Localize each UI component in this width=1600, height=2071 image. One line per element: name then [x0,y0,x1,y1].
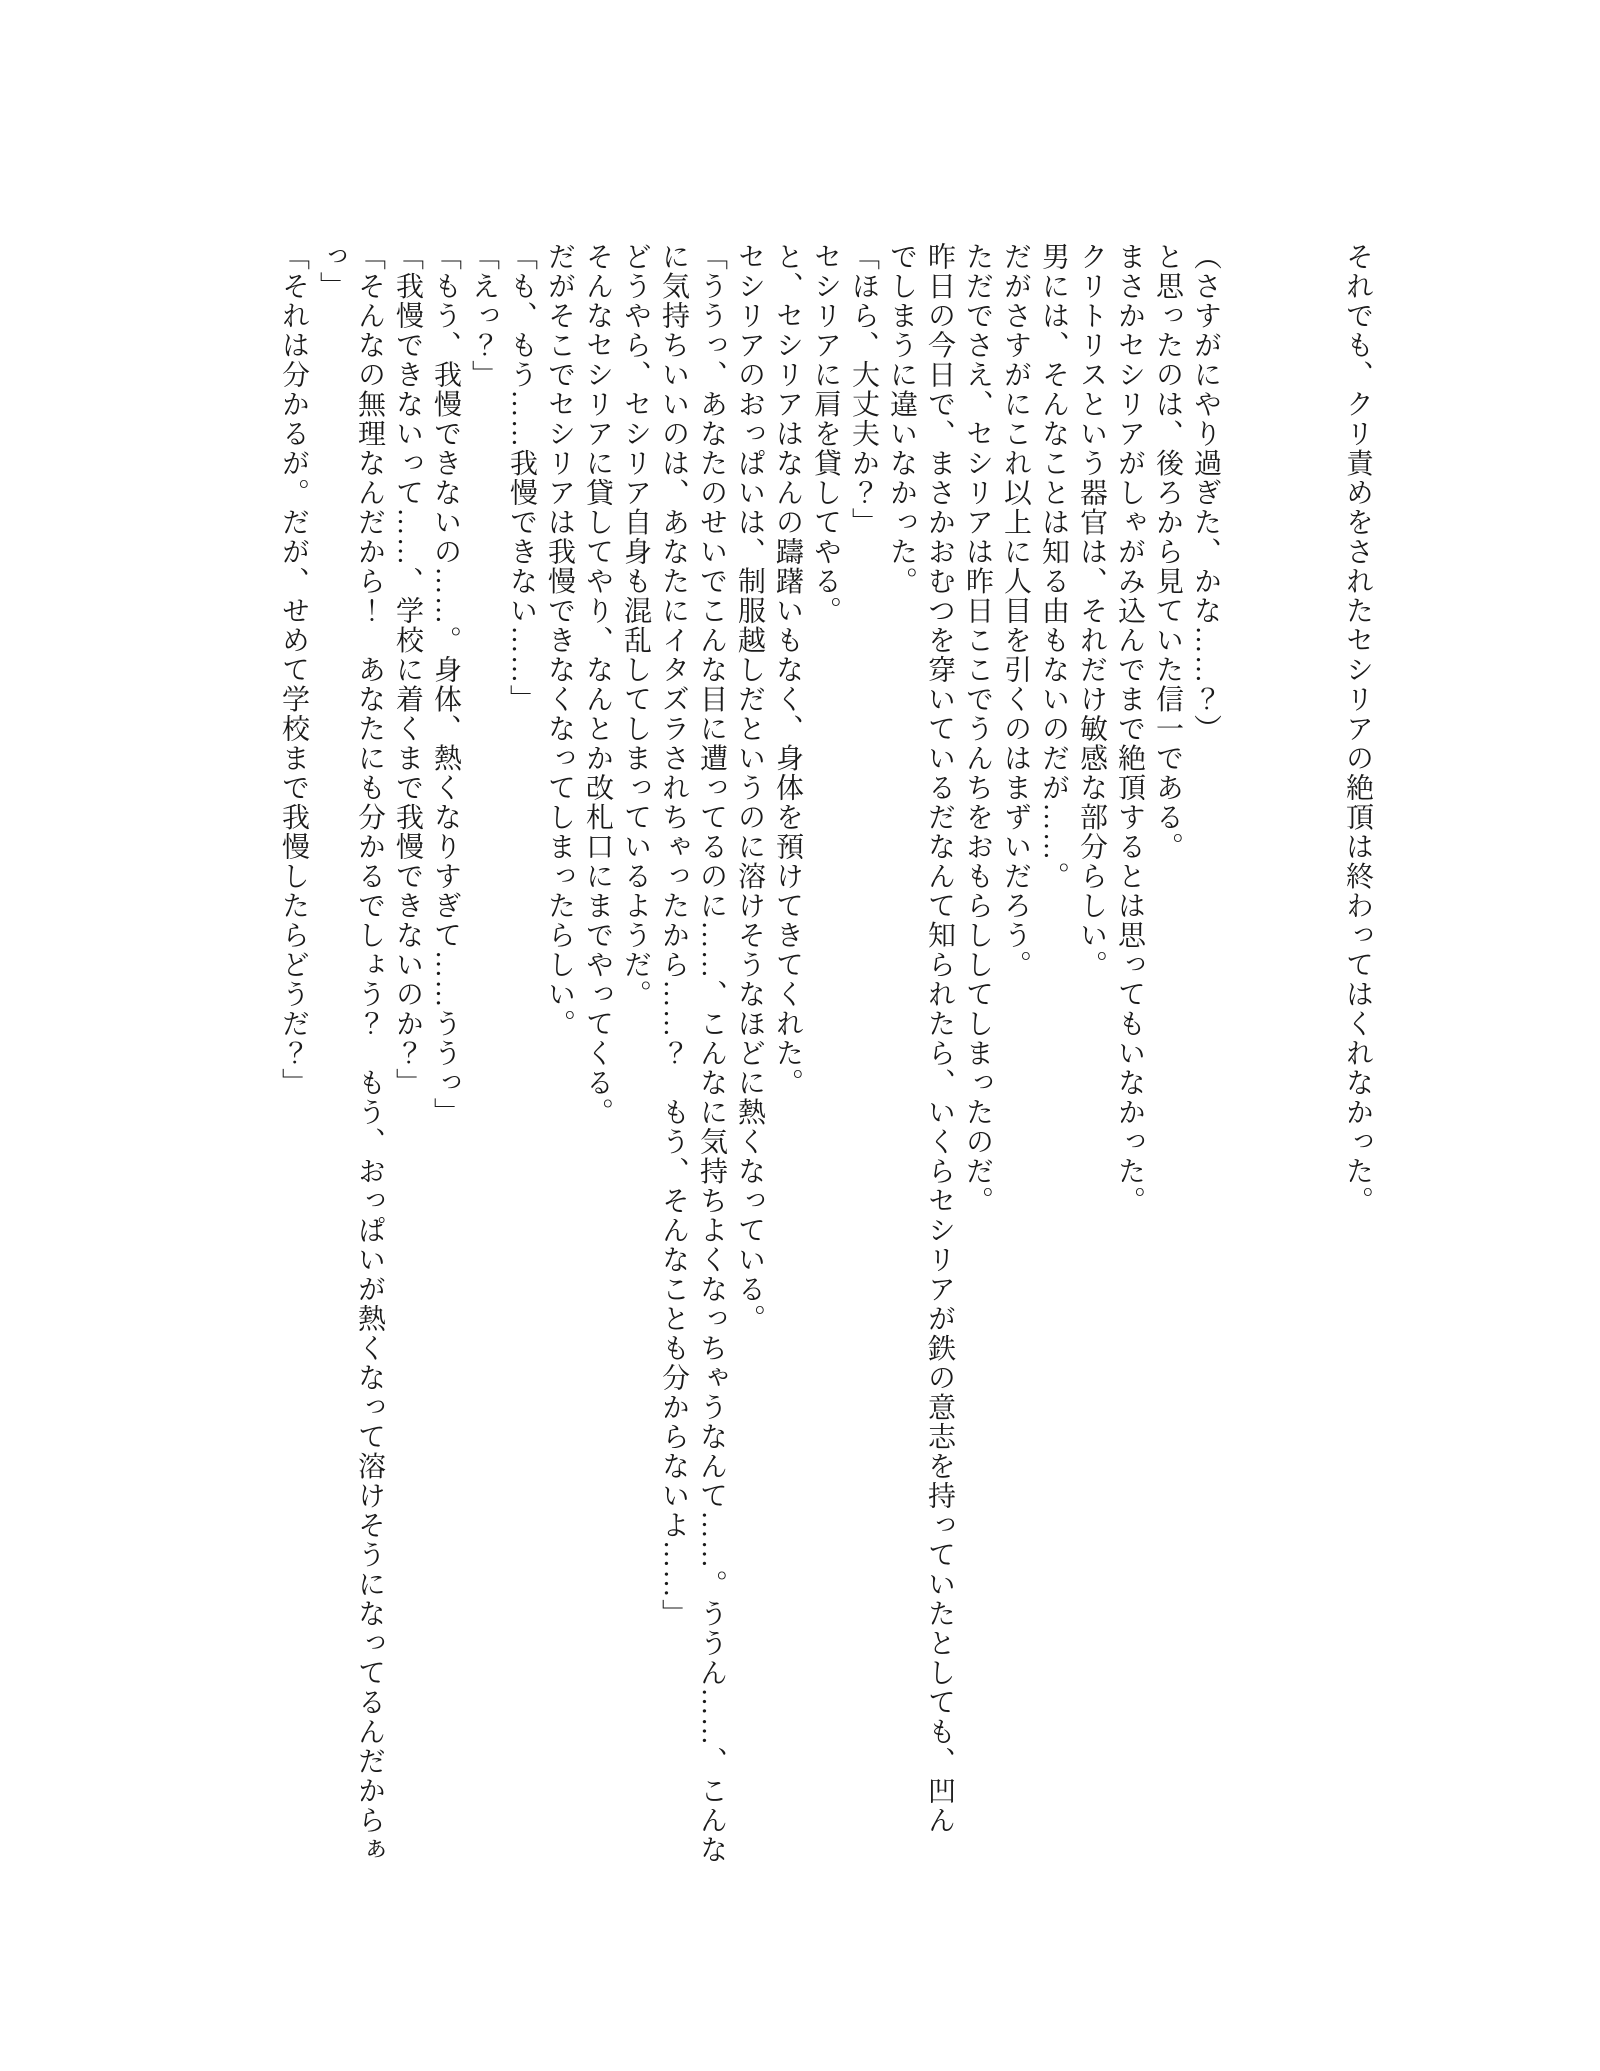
text-line: だがさすがにこれ以上に人目を引くのはまずいだろう。 [1000,242,1031,980]
text-line: 「それは分かるが。だが、せめて学校まで我慢したらどうだ？」 [278,242,309,1098]
blank-line [1224,242,1262,1865]
text-line: （さすがにやり過ぎた、かな……？） [1190,242,1221,744]
text-line: セシリアのおっぱいは、制服越しだというのに溶けそうなほどに熱くなっている。 [734,242,765,1334]
text-line: と、セシリアはなんの躊躇いもなく、身体を預けてきてくれた。 [772,242,803,1098]
text-line: 「我慢できないって……、学校に着くまで我慢できないのか？」 [392,242,423,1098]
text-line: そんなセシリアに貸してやり、なんとか改札口にまでやってくる。 [582,242,613,1127]
text-line: それでも、クリ責めをされたセシリアの絶頂は終わってはくれなかった。 [1342,242,1373,1216]
text-line: まさかセシリアがしゃがみ込んでまで絶頂するとは思ってもいなかった。 [1114,242,1145,1216]
text-line: 「そんなの無理なんだから！ あなたにも分かるでしょう？ もう、おっぱいが熱くなって溶けそうになってるんだからぁ [354,242,385,1865]
text-line: セシリアに肩を貸してやる。 [810,242,841,626]
text-line: 男には、そんなことは知る由もないのだが……。 [1038,242,1069,891]
text-line: っ」 [316,242,347,301]
text-line: ただでさえ、セシリアは昨日ここでうんちをおもらししてしまったのだ。 [962,242,993,1216]
text-line: 「ほら、大丈夫か？」 [848,242,879,537]
text-line: だがそこでセシリアは我慢できなくなってしまったらしい。 [544,242,575,1039]
text-line: に気持ちいいのは、あなたにイタズラされちゃったから……？ もう、そんなことも分からないよ……」 [658,242,689,1629]
text-line: 「も、もう……我慢できない……」 [506,242,537,714]
vertical-text-block [274,242,1376,1865]
text-line: クリトリスという器官は、それだけ敏感な部分らしい。 [1076,242,1107,980]
text-line: どうやら、セシリア自身も混乱してしまっているようだ。 [620,242,651,1009]
text-line: と思ったのは、後ろから見ていた信一である。 [1152,242,1183,862]
text-line: でしまうに違いなかった。 [886,242,917,596]
text-line: 「えっ？」 [468,242,499,390]
text-line: 「もう、我慢できないの……。身体、熱くなりすぎて……ううっ」 [430,242,461,1127]
blank-line [1262,242,1300,1865]
text-line: 「ううっ、あなたのせいでこんな目に遭ってるのに……、こんなに気持ちよくなっちゃうなんて……。ううん……、こんな [696,242,727,1865]
text-line: 昨日の今日で、まさかおむつを穿いているだなんて知られたら、いくらセシリアが鉄の意志を持っていたとしても、凹ん [924,242,955,1835]
blank-line [1300,242,1338,1865]
